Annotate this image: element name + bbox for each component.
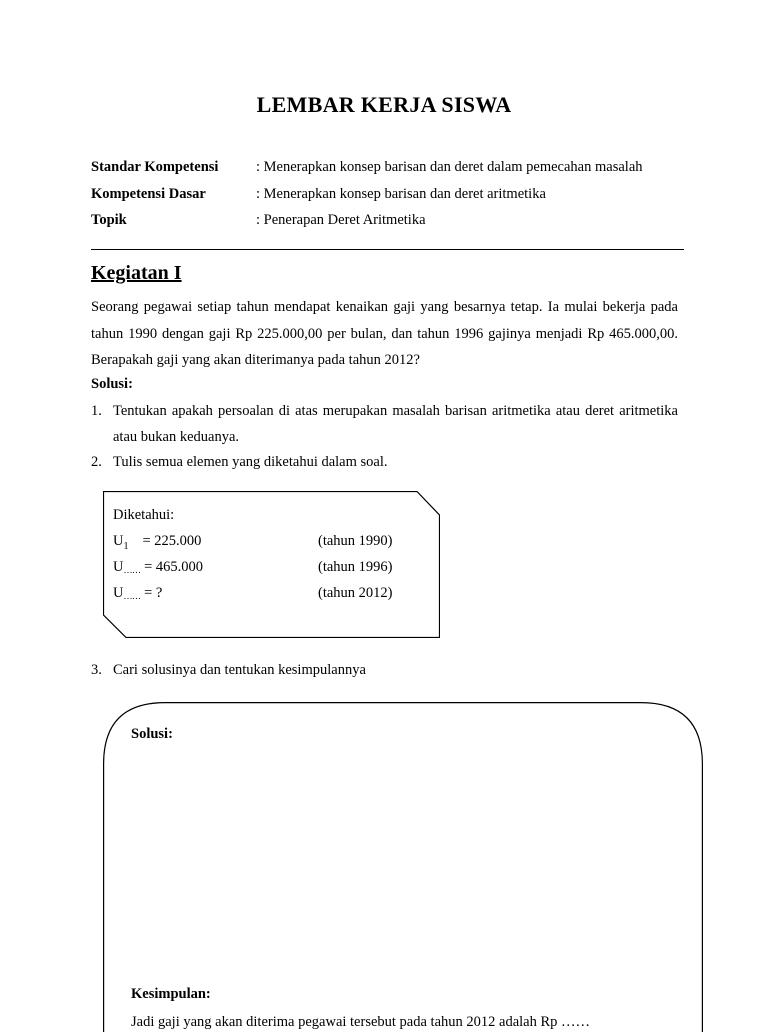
step-text: Cari solusinya dan tentukan kesimpulannya — [113, 662, 366, 678]
step-item — [91, 398, 678, 450]
step-item — [91, 449, 678, 475]
solution-box — [103, 702, 703, 1032]
meta-key: Standar Kompetensi — [91, 159, 219, 175]
step-text: Tulis semua elemen yang diketahui dalam soal. — [113, 454, 388, 470]
known-var: U — [113, 559, 124, 575]
solution-label: Solusi: — [91, 376, 133, 392]
conclusion-label: Kesimpulan: — [131, 986, 211, 1002]
meta-value: : Menerapkan konsep barisan dan deret aritmetika — [256, 186, 546, 202]
known-year: (tahun 1996) — [318, 559, 393, 575]
step-number: 1. — [91, 403, 102, 419]
known-year: (tahun 1990) — [318, 533, 393, 549]
activity-title: Kegiatan I — [91, 262, 182, 284]
known-eq: = 225.000 — [142, 533, 202, 549]
problem-text: Seorang pegawai setiap tahun mendapat kenaikan gaji yang besarnya tetap. Ia mulai bekerja pada tahun 1990 dengan gaji Rp 225.000,00 per bulan, dan tahun 1996 gajinya menjadi Rp 465.000,00. Berapakah gaji yang akan diterimanya pada tahun 2012? — [91, 299, 678, 368]
meta-key: Topik — [91, 212, 127, 228]
known-sub: …… — [123, 591, 141, 601]
solution-box-label: Solusi: — [131, 726, 173, 742]
step-item — [91, 657, 678, 683]
known-row — [113, 554, 203, 583]
meta-key: Kompetensi Dasar — [91, 186, 206, 202]
step-number: 3. — [91, 662, 102, 678]
known-year: (tahun 2012) — [318, 585, 393, 601]
known-eq: = 465.000 — [144, 559, 204, 575]
header-divider — [91, 249, 684, 250]
known-var: U — [113, 585, 124, 601]
meta-value: : Menerapkan konsep barisan dan deret dalam pemecahan masalah — [256, 159, 643, 175]
meta-value: : Penerapan Deret Aritmetika — [256, 212, 426, 228]
known-var: U — [113, 533, 124, 549]
known-eq: = ? — [144, 585, 163, 601]
step-number: 2. — [91, 454, 102, 470]
known-label: Diketahui: — [113, 507, 175, 523]
step-text: Tentukan apakah persoalan di atas merupakan masalah barisan aritmetika atau deret aritmetika atau bukan keduanya. — [113, 403, 678, 445]
known-row — [113, 580, 162, 609]
conclusion-text: Jadi gaji yang akan diterima pegawai tersebut pada tahun 2012 adalah Rp …… — [131, 1014, 591, 1030]
page-title: LEMBAR KERJA SISWA — [256, 92, 512, 117]
known-sub: …… — [123, 565, 141, 575]
known-sub: 1 — [123, 540, 129, 552]
